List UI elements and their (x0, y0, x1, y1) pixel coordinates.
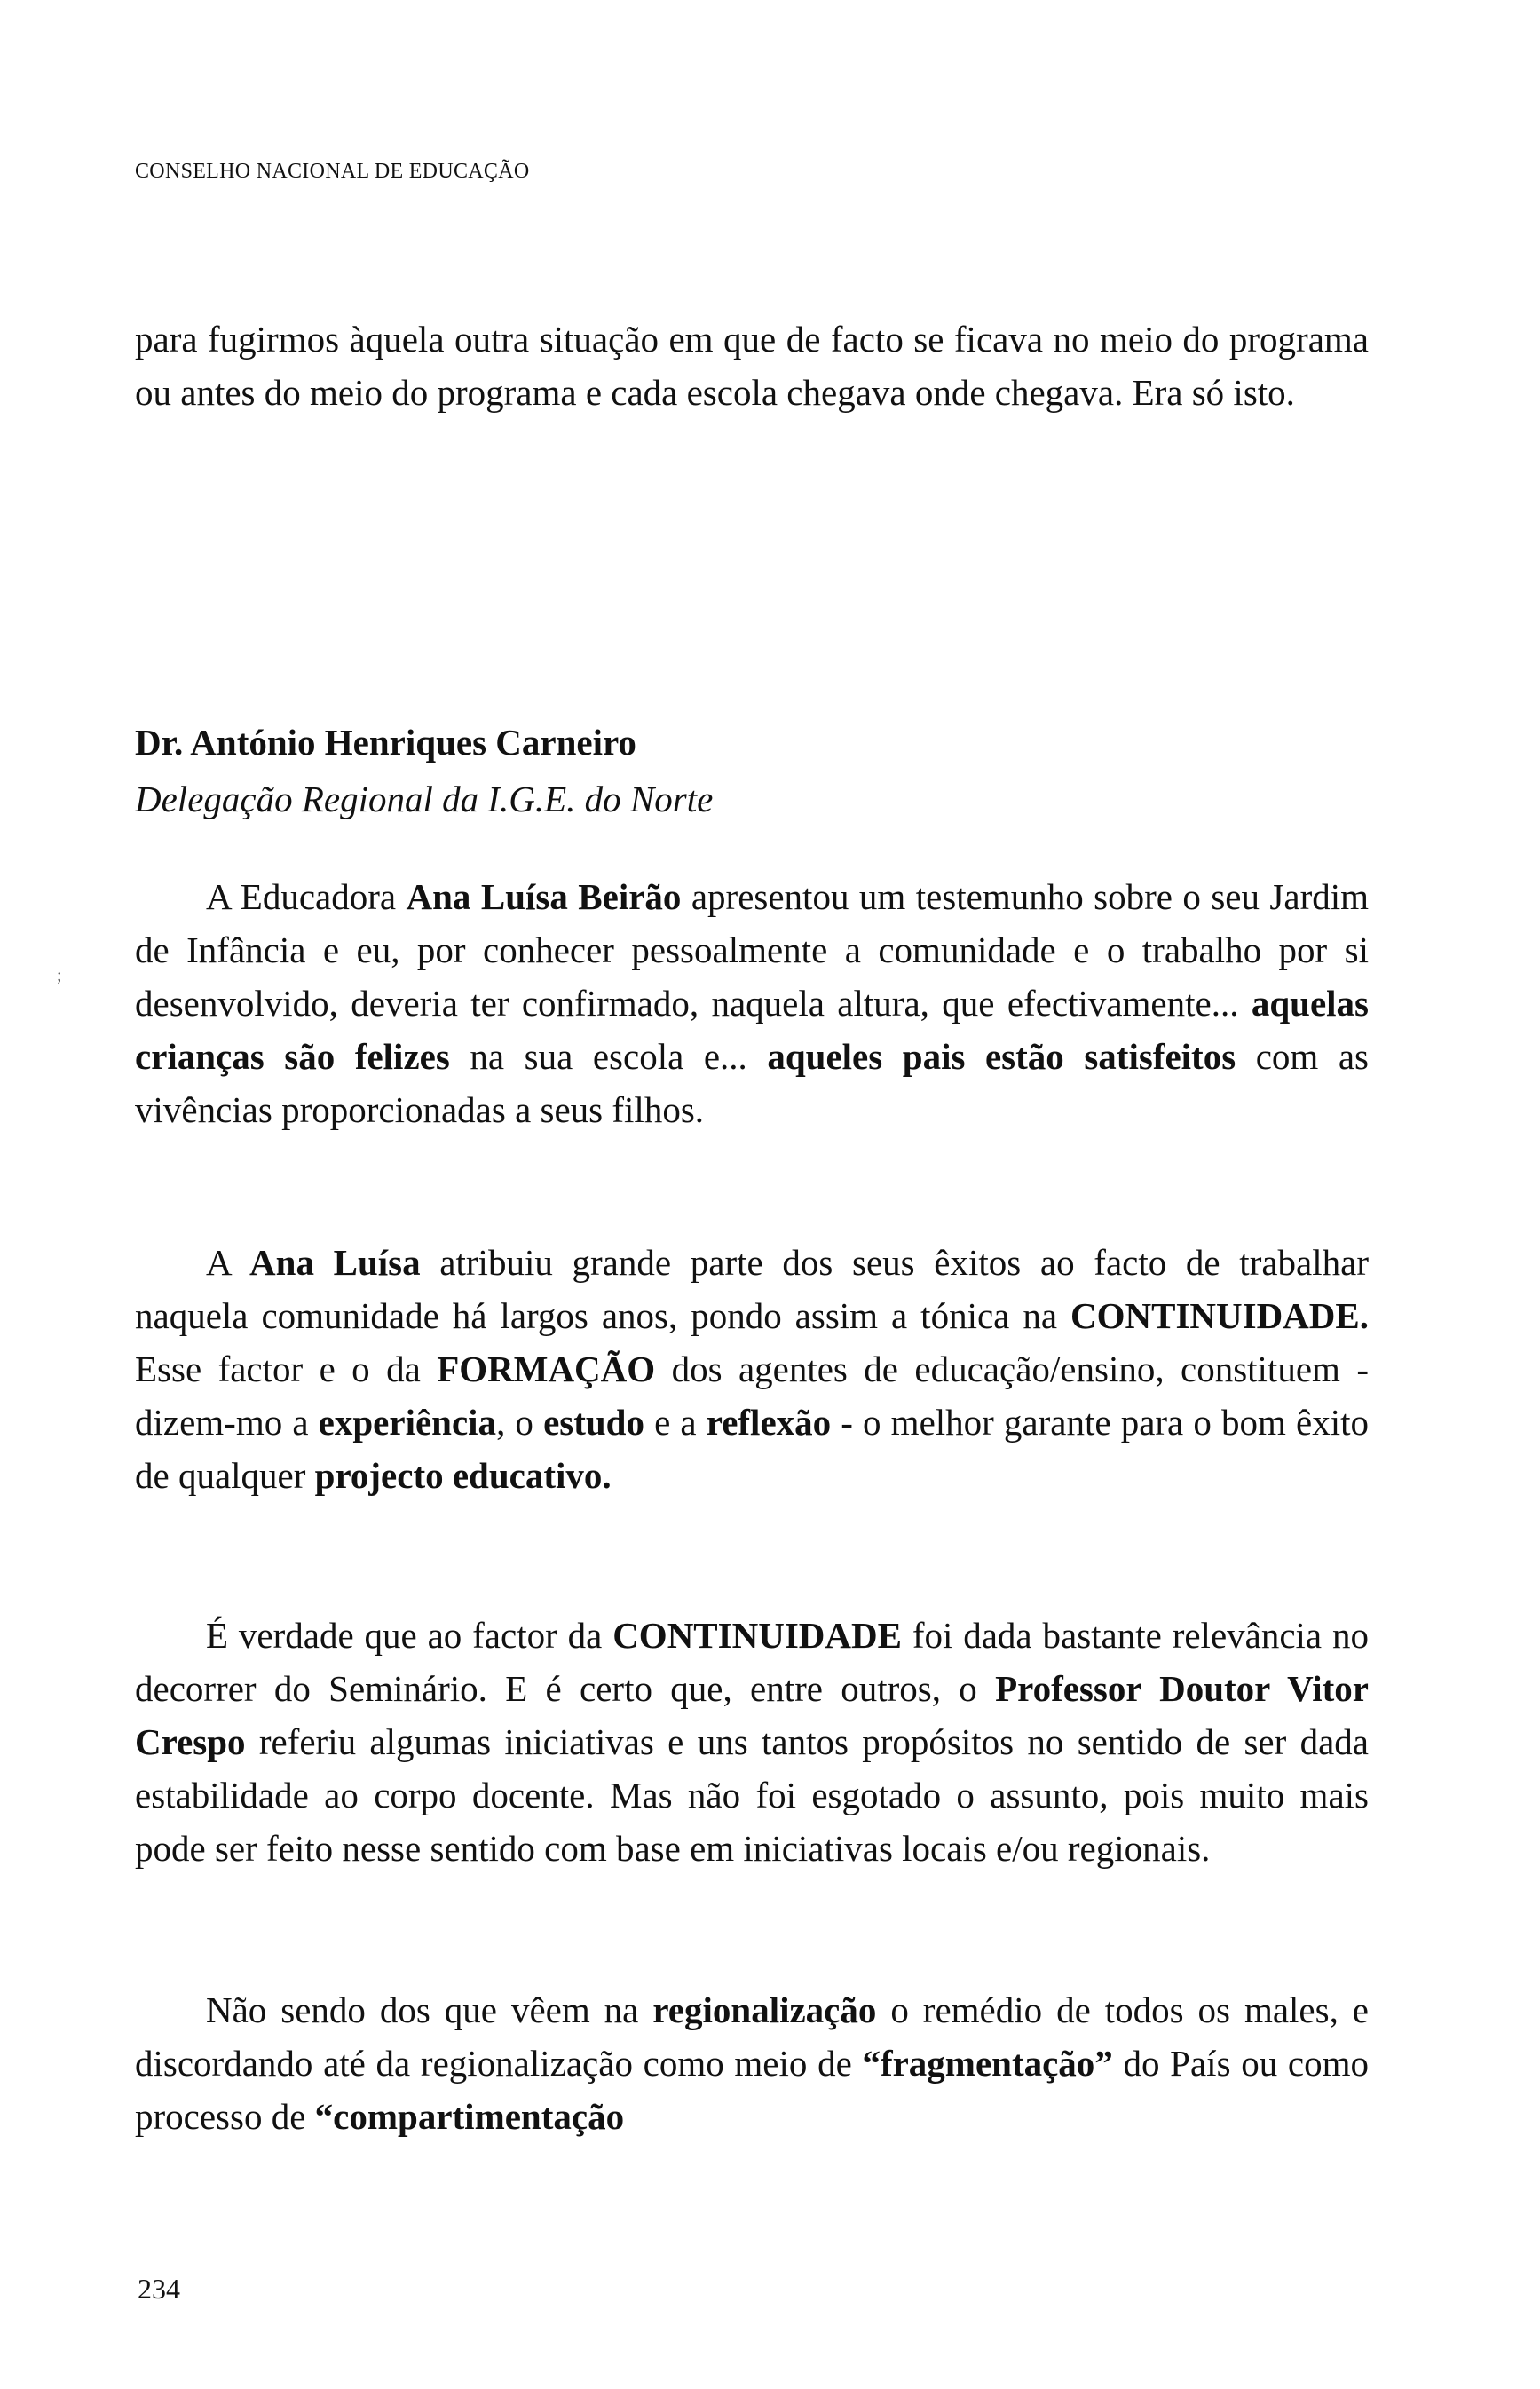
paragraph-text: na sua escola e... (449, 1036, 768, 1077)
paragraph-text: e a (644, 1402, 707, 1443)
paragraph-text: É verdade que ao factor da (206, 1615, 613, 1656)
author-affiliation: Delegação Regional da I.G.E. do Norte (135, 779, 714, 819)
paragraph-text: apresentou um testemunho sobre o seu Jardim de Infância e eu, por conhecer pessoalmente a comunidade e o trabalho por si desenvolvido, deveria ter confirmado, naquela altura, que efectivamente... (135, 876, 1370, 1024)
paragraph-1 (135, 870, 1369, 1136)
paragraph-text: - o melhor garante para o bom êxito de qualquer (135, 1402, 1369, 1496)
bold-phrase: projecto educativo. (314, 1455, 612, 1496)
margin-mark: ; (57, 966, 62, 985)
bold-phrase: CONTINUIDADE. (1070, 1295, 1369, 1336)
bold-phrase: CONTINUIDADE (612, 1615, 902, 1656)
bold-phrase: aqueles pais estão satisfeitos (767, 1036, 1236, 1077)
running-header: CONSELHO NACIONAL DE EDUCAÇÃO (135, 160, 530, 183)
bold-phrase: experiência (318, 1402, 497, 1443)
paragraph-2 (135, 1236, 1369, 1502)
author-name: Dr. António Henriques Carneiro (135, 722, 636, 763)
paragraph-text: foi dada bastante relevância no decorrer do Seminário. E é certo que, entre outros, o (135, 1615, 1369, 1709)
bold-phrase: reflexão (706, 1402, 832, 1443)
paragraph-text: dos agentes de educação/ensino, constituem - dizem-mo a (135, 1349, 1369, 1443)
bold-phrase: regionalização (652, 1990, 877, 2030)
paragraph-text: atribuiu grande parte dos seus êxitos ao facto de trabalhar naquela comunidade há largos anos, pondo assim a tónica na (135, 1242, 1369, 1336)
paragraph-text: com as vivências proporcionadas a seus filhos. (135, 1036, 1370, 1130)
bold-phrase: “fragmentação” (862, 2043, 1113, 2084)
paragraph-4 (135, 1983, 1369, 2143)
paragraph-text: o remédio de todos os males, e discordando até da regionalização como meio de (135, 1990, 1369, 2084)
intro-paragraph: para fugirmos àquela outra situação em que de facto se ficava no meio do programa ou antes do meio do programa e cada escola chegava onde chegava. Era só isto. (135, 319, 1369, 413)
bold-phrase: Ana Luísa (249, 1242, 421, 1283)
paragraph-3 (135, 1609, 1369, 1875)
paragraph-text: Esse factor e o da (135, 1349, 438, 1389)
paragraph-text: , o (496, 1402, 544, 1443)
bold-phrase: FORMAÇÃO (437, 1349, 656, 1389)
page-number: 234 (138, 2273, 180, 2305)
paragraph-text: A Educadora (206, 876, 407, 917)
bold-phrase: Professor Doutor Vitor Crespo (135, 1668, 1369, 1762)
bold-phrase: “compartimentação (314, 2096, 625, 2137)
paragraph-text: referiu algumas iniciativas e uns tantos propósitos no sentido de ser dada estabilidade ao corpo docente. Mas não foi esgotado o assunto, pois muito mais pode ser feito nesse sentido com base em iniciativas locais e/ou regionais. (135, 1721, 1369, 1869)
paragraph-text: Não sendo dos que vêem na (206, 1990, 653, 2030)
bold-phrase: aquelas crianças são felizes (135, 983, 1369, 1077)
paragraph-text: A (206, 1242, 250, 1283)
paragraph-text: do País ou como processo de (135, 2043, 1369, 2137)
bold-phrase: estudo (543, 1402, 644, 1443)
bold-phrase: Ana Luísa Beirão (406, 876, 682, 917)
